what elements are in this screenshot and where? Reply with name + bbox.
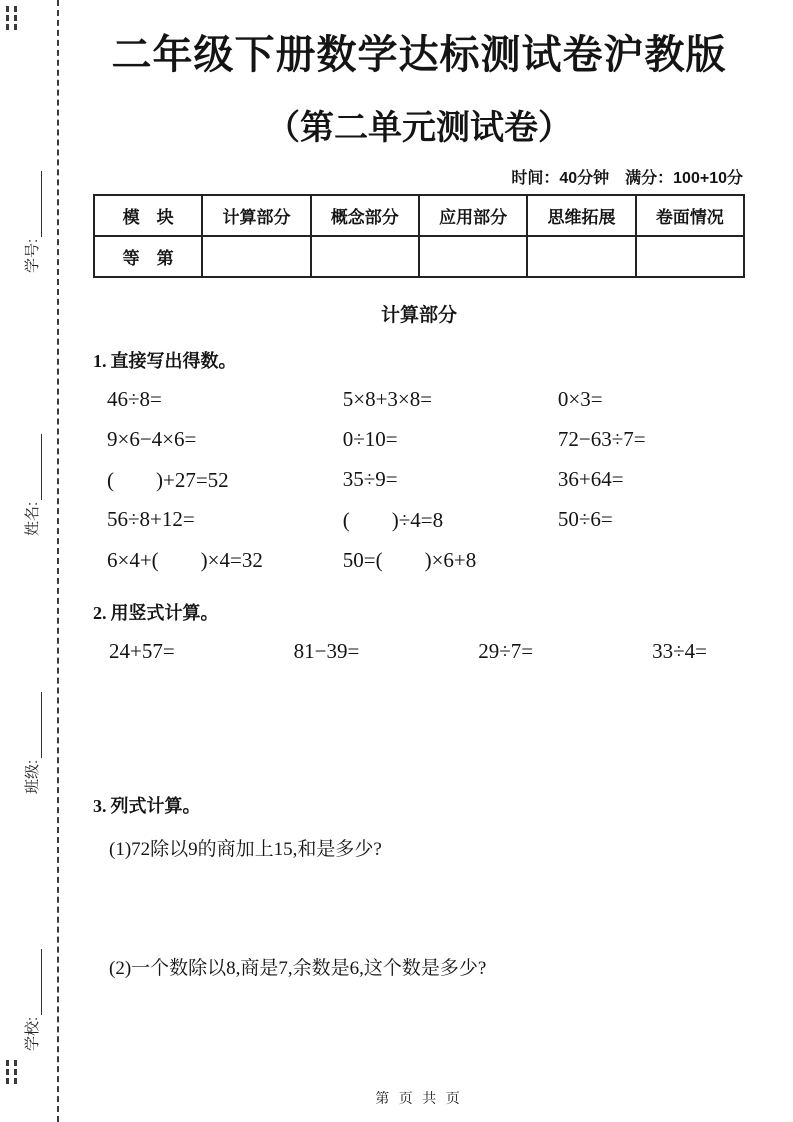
- student-id-label: 学号:: [24, 238, 41, 273]
- math-expression: ( )÷4=8: [342, 508, 444, 532]
- question-2-label: [93, 599, 745, 625]
- math-expression: 50÷6=: [557, 506, 613, 531]
- crop-mark-top-left-2: [14, 6, 17, 30]
- score-header-application: 应用部分: [419, 195, 527, 236]
- math-expression: 0÷10=: [342, 426, 398, 451]
- math-expression: 36+64=: [557, 466, 624, 491]
- math-expression: ( )+27=52: [107, 468, 229, 492]
- binding-dashed-line: [57, 0, 59, 1122]
- question-2-text: 用竖式计算。: [110, 603, 219, 623]
- score-table-header-row: [94, 195, 744, 236]
- student-id-blank-line: [27, 171, 42, 237]
- math-expression: 9×6−4×6=: [107, 426, 197, 451]
- math-expression: 50=( )×6+8: [342, 548, 477, 572]
- math-expression: 35÷9=: [342, 466, 398, 491]
- question-3-label: [93, 792, 745, 818]
- question-2-problems: [93, 639, 745, 664]
- class-blank-line: [27, 692, 42, 758]
- question-1-number: 1.: [93, 351, 107, 371]
- word-problem-2: (2)一个数除以8,商是7,余数是6,这个数是多少?: [109, 958, 487, 979]
- math-expression: 81−39=: [293, 639, 360, 663]
- grade-cell-empty: [311, 236, 419, 277]
- score-table: [93, 194, 745, 278]
- math-expression: 56÷8+12=: [107, 506, 195, 531]
- margin-field-class: [22, 662, 42, 794]
- question-2-number: 2.: [93, 603, 107, 623]
- page-footer: 第 页 共 页: [375, 1092, 463, 1107]
- grade-cell-empty: [636, 236, 744, 277]
- math-expression: 29÷7=: [478, 639, 534, 663]
- paper-content: [93, 0, 745, 980]
- crop-mark-top-left-1: [6, 6, 9, 30]
- q1-row: [93, 379, 745, 419]
- name-blank-line: [27, 434, 42, 500]
- score-table-grade-row: [94, 236, 744, 277]
- margin-field-name: [22, 404, 42, 536]
- page-subtitle: （第二单元测试卷）: [266, 109, 572, 147]
- q1-row: [93, 499, 745, 539]
- math-expression: 6×4+( )×4=32: [107, 548, 263, 572]
- q1-row: [93, 539, 745, 579]
- math-expression: 33÷4=: [652, 639, 707, 663]
- margin-field-student-id: [22, 141, 42, 273]
- page-title: 二年级下册数学达标测试卷沪教版: [111, 33, 727, 77]
- question-1-problems: [93, 379, 745, 579]
- school-label: 学校:: [24, 1016, 41, 1051]
- score-header-presentation: 卷面情况: [636, 195, 744, 236]
- question-1-text: 直接写出得数。: [110, 351, 237, 371]
- score-header-concept: 概念部分: [311, 195, 419, 236]
- grade-cell-empty: [202, 236, 310, 277]
- time-and-score-info: 时间：40分钟 满分：100+10分: [511, 170, 743, 187]
- score-header-calculation: 计算部分: [202, 195, 310, 236]
- question-3-number: 3.: [93, 796, 107, 816]
- working-space: [93, 664, 745, 772]
- crop-mark-bottom-left-2: [14, 1060, 17, 1084]
- question-1-label: [93, 347, 745, 373]
- name-label: 姓名:: [24, 501, 41, 536]
- school-blank-line: [27, 949, 42, 1015]
- math-expression: 0×3=: [557, 386, 603, 411]
- grade-cell-empty: [419, 236, 527, 277]
- math-expression: 46÷8=: [107, 386, 162, 411]
- margin-field-school: [22, 919, 42, 1051]
- math-expression: 5×8+3×8=: [342, 386, 433, 411]
- math-expression: 24+57=: [109, 639, 175, 663]
- q1-row: [93, 419, 745, 459]
- word-problem-1: (1)72除以9的商加上15,和是多少?: [109, 839, 382, 860]
- class-label: 班级:: [24, 759, 41, 794]
- grade-row-label: 等 第: [94, 236, 202, 277]
- score-header-thinking: 思维拓展: [527, 195, 635, 236]
- score-header-module: 模 块: [94, 195, 202, 236]
- math-expression: 72−63÷7=: [557, 426, 646, 451]
- crop-mark-bottom-left-1: [6, 1060, 9, 1084]
- grade-cell-empty: [527, 236, 635, 277]
- q1-row: [93, 459, 745, 499]
- section-heading-calculation: 计算部分: [380, 305, 457, 326]
- question-3-text: 列式计算。: [110, 796, 201, 816]
